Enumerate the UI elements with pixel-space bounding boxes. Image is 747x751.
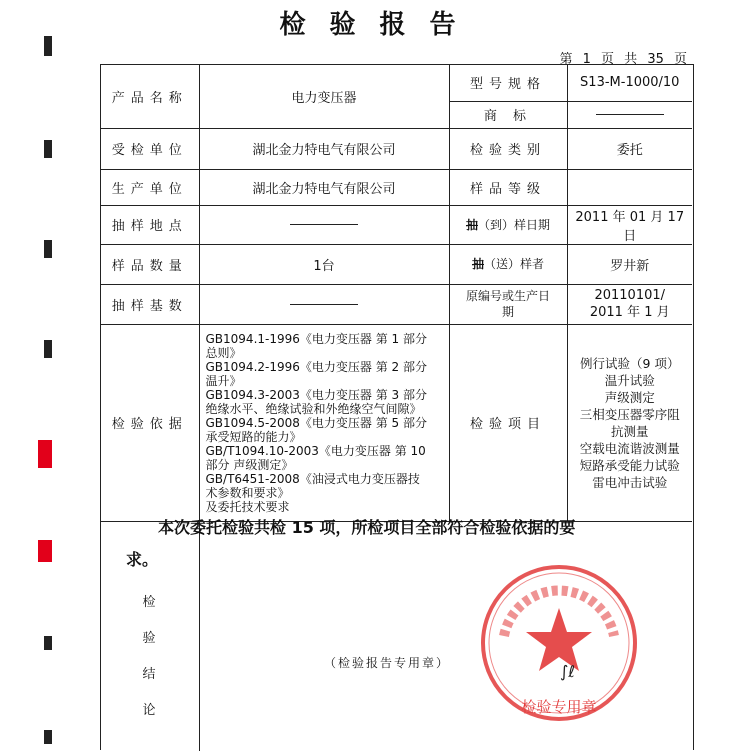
item-line: 三相变压器零序阻 [579, 406, 680, 422]
standard-line: 总则》 [205, 345, 242, 360]
inspected-unit-label: 受检单位 [101, 128, 199, 169]
product-name-value: 电力变压器 [199, 65, 449, 128]
sender-value: 罗井新 [567, 244, 692, 284]
inspected-unit-value: 湖北金力特电气有限公司 [199, 128, 449, 169]
inspection-type-label: 检验类别 [449, 128, 567, 169]
binding-mark-red [38, 540, 52, 562]
empty-dash [596, 114, 664, 115]
item-line: 抗测量 [610, 423, 649, 439]
trademark-label: 商 标 [449, 101, 567, 128]
producer-label: 生产单位 [101, 169, 199, 205]
binding-mark-red [38, 440, 52, 468]
model-label: 型号规格 [449, 65, 567, 101]
binding-mark [44, 140, 52, 158]
standards-list [199, 324, 449, 521]
binding-mark [44, 36, 52, 56]
page-title: 检验报告 [279, 10, 480, 40]
seal-note: （检验报告专用章） [324, 656, 451, 670]
sender-label-text: （送）样者 [484, 257, 545, 271]
item-line: 雷电冲击试验 [592, 474, 668, 490]
standard-line: 绝缘水平、绝缘试验和外绝缘空气间隙》 [205, 401, 422, 416]
items-label: 检验项目 [449, 324, 567, 521]
sampling-base-label: 抽样基数 [101, 284, 199, 324]
standard-line: 温升》 [205, 373, 242, 388]
standards-label: 检验依据 [101, 324, 199, 521]
standard-line: GB1094.5-2008《电力变压器 第 5 部分 [205, 415, 427, 430]
standard-line: GB/T6451-2008《油浸式电力变压器技 [205, 471, 420, 486]
item-line: 声级测定 [604, 389, 655, 405]
sampling-date-label [449, 205, 567, 244]
sender-label [449, 244, 567, 284]
item-line: 短路承受能力试验 [579, 457, 680, 473]
signature: ∫ℓ [560, 662, 575, 681]
standard-line: GB1094.2-1996《电力变压器 第 2 部分 [205, 359, 427, 374]
serial-date-line-2: 2011 年 1 月 [589, 305, 670, 320]
sample-grade-label: 样品等级 [449, 169, 567, 205]
standard-line: 及委托技术要求 [205, 499, 290, 514]
model-value: S13-M-1000/10 [567, 65, 692, 101]
conclusion-label-char: 论 [142, 703, 156, 718]
sampling-date-label-text: （到）样日期 [478, 217, 551, 232]
producer-value: 湖北金力特电气有限公司 [199, 169, 449, 205]
conclusion-label-char: 检 [142, 595, 156, 610]
item-line: 温升试验 [604, 372, 655, 388]
empty-dash [290, 304, 358, 305]
sample-qty-value: 1台 [199, 244, 449, 284]
struck-char: 抽 [471, 257, 484, 271]
binding-mark [44, 730, 52, 744]
item-line: 例行试验（9 项） [580, 355, 680, 371]
serial-date-line-1: 20110101/ [594, 288, 666, 303]
standard-line: GB1094.1-1996《电力变压器 第 1 部分 [205, 331, 427, 346]
inspection-stamp [478, 562, 640, 724]
sampling-place-value [199, 205, 449, 244]
conclusion-label [139, 585, 159, 729]
inspection-type-value: 委托 [567, 128, 692, 169]
item-line: 空载电流谐波测量 [579, 440, 680, 456]
page-number: 第 1 页 共 35 页 [559, 52, 687, 67]
binding-mark [44, 636, 52, 650]
conclusion-label-char: 验 [142, 631, 156, 646]
star-icon [526, 608, 592, 671]
sample-grade-value [567, 169, 692, 205]
trademark-value [567, 101, 692, 128]
binding-mark [44, 240, 52, 258]
standard-line: 部分 声级测定》 [205, 457, 294, 472]
serial-date-label: 原编号或生产日期 [449, 284, 567, 324]
standard-line: GB1094.3-2003《电力变压器 第 3 部分 [205, 387, 427, 402]
binding-mark [44, 340, 52, 358]
sampling-place-label: 抽样地点 [101, 205, 199, 244]
conclusion-label-char: 结 [142, 667, 156, 682]
standard-line: 承受短路的能力》 [205, 429, 302, 444]
sample-qty-label: 样品数量 [101, 244, 199, 284]
items-list [567, 324, 692, 521]
sampling-base-value [199, 284, 449, 324]
standard-line: 术参数和要求》 [205, 485, 290, 500]
product-name-label: 产品名称 [101, 65, 199, 128]
standard-line: GB/T1094.10-2003《电力变压器 第 10 [205, 443, 426, 458]
serial-date-value [567, 284, 692, 324]
stamp-text: 检验专用章 [521, 698, 597, 716]
sampling-date-value: 2011 年 01 月 17 日 [567, 205, 692, 244]
struck-char: 抽 [465, 217, 478, 232]
empty-dash [290, 224, 358, 225]
conclusion-text: 本次委托检验共检 15 项，所检项目全部符合检验依据的要求。 [126, 518, 576, 569]
